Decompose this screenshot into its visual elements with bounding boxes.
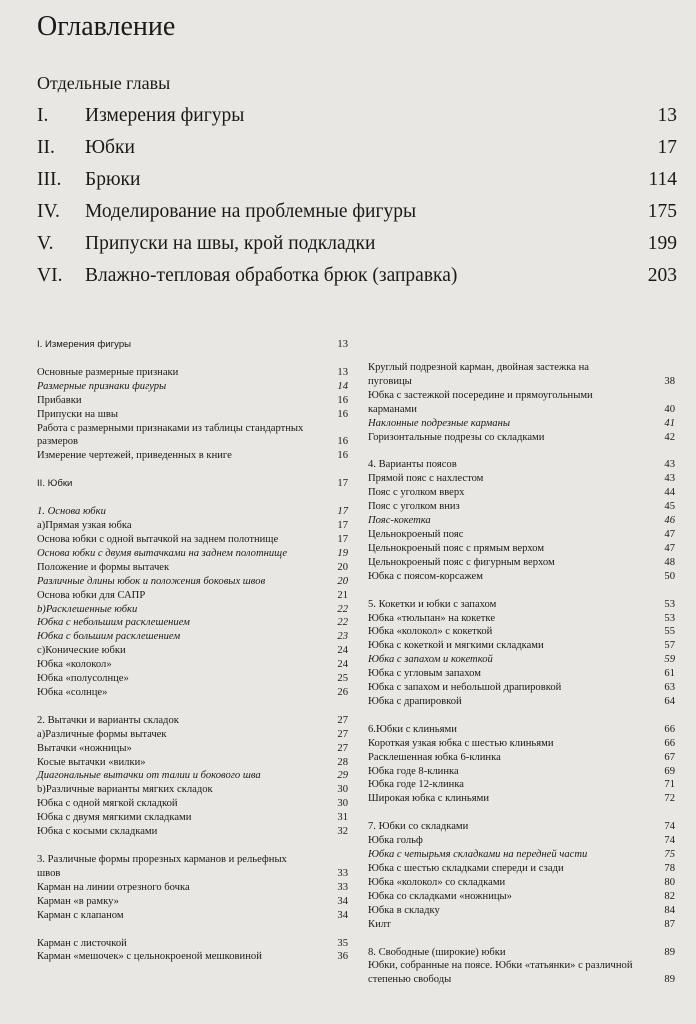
toc-entry-page: 29 (337, 770, 348, 782)
toc-entry-text: 6.Юбки с клиньями (368, 723, 457, 735)
toc-entry[interactable] (37, 686, 348, 700)
toc-entry-text: b)Различные варианты мягких складок (37, 784, 213, 796)
toc-entry-page: 82 (664, 890, 675, 902)
toc-entry-page: 16 (337, 436, 348, 448)
toc-entry-page: 27 (337, 742, 348, 754)
chapter-title: Измерения фигуры (85, 105, 245, 126)
toc-entry-text: а)Различные формы вытачек (37, 728, 167, 740)
toc-entry[interactable] (37, 575, 348, 589)
toc-entry-text: Короткая узкая юбка с шестью клиньями (368, 737, 554, 749)
toc-entry-text: Расклешенная юбка 6-клинка (368, 751, 501, 763)
toc-entry-page: 50 (664, 570, 675, 582)
toc-entry-page: 33 (337, 867, 348, 879)
toc-entry-page: 24 (337, 659, 348, 671)
toc-section-heading[interactable] (37, 477, 348, 491)
toc-entry[interactable] (368, 361, 675, 389)
toc-entry[interactable] (37, 589, 348, 603)
toc-entry[interactable] (37, 756, 348, 770)
toc-entry-text: 1. Основа юбки (37, 506, 106, 518)
toc-entry[interactable] (368, 890, 675, 904)
toc-entry-page: 74 (664, 821, 675, 833)
toc-entry[interactable] (37, 394, 348, 408)
toc-entry[interactable] (368, 556, 675, 570)
toc-entry-page: 22 (337, 617, 348, 629)
toc-entry-text: Юбка с запахом и небольшой драпировкой (368, 682, 562, 694)
toc-entry[interactable] (368, 737, 675, 751)
toc-entry-page: 13 (337, 339, 348, 350)
toc-entry[interactable] (368, 695, 675, 709)
toc-entry[interactable] (368, 458, 675, 472)
toc-entry-text: Юбка «полусолнце» (37, 673, 129, 685)
chapter-number: III. (37, 169, 62, 190)
toc-entry[interactable] (368, 834, 675, 848)
toc-column-right (368, 361, 675, 987)
toc-entry-page: 48 (664, 556, 675, 568)
toc-entry[interactable] (37, 408, 348, 422)
chapter-title: Брюки (85, 169, 141, 190)
toc-entry[interactable] (368, 667, 675, 681)
toc-entry-page: 71 (664, 779, 675, 791)
toc-entry-text: Цельнокроеный пояс (368, 528, 464, 540)
toc-entry-page: 32 (337, 826, 348, 838)
toc-entry-page: 26 (337, 686, 348, 698)
toc-entry-page: 33 (337, 881, 348, 893)
toc-entry[interactable] (368, 389, 675, 417)
toc-entry-text: Юбка годе 12-клинка (368, 779, 465, 791)
toc-entry-page: 53 (664, 598, 675, 610)
section-gap (37, 352, 348, 366)
toc-entry-page: 43 (664, 459, 675, 471)
chapter-page: 199 (647, 233, 677, 254)
toc-entry-text: Юбка в складку (368, 904, 440, 916)
chapter-page: 203 (647, 265, 677, 286)
toc-entry[interactable] (37, 728, 348, 742)
section-gap (37, 923, 348, 937)
toc-entry-text: Юбка «солнце» (37, 686, 108, 698)
toc-entry-text: Вытачки «ножницы» (37, 742, 132, 754)
toc-entry[interactable] (368, 598, 675, 612)
toc-entry[interactable] (368, 848, 675, 862)
toc-entry[interactable] (368, 639, 675, 653)
toc-entry-text: Косые вытачки «вилки» (37, 756, 146, 768)
toc-entry-page: 17 (337, 478, 348, 490)
toc-entry[interactable] (37, 533, 348, 547)
toc-entry-text: Прямой пояс с нахлестом (368, 473, 484, 485)
toc-entry-page: 21 (337, 589, 348, 601)
toc-entry[interactable] (37, 422, 348, 450)
toc-entry[interactable] (368, 765, 675, 779)
toc-entry-page: 43 (664, 473, 675, 485)
chapter-page: 17 (657, 137, 677, 158)
toc-entry-page: 20 (337, 575, 348, 587)
toc-entry-text: Юбка с застежкой посередине и прямоугольными карманами (368, 389, 593, 415)
toc-entry-text: 4. Варианты поясов (368, 459, 457, 471)
toc-entry[interactable] (368, 751, 675, 765)
toc-entry-page: 46 (664, 515, 675, 527)
toc-entry-text: Работа с размерными признаками из таблицы стандартных размеров (37, 422, 304, 448)
toc-entry-text: I. Измерения фигуры (37, 339, 132, 350)
toc-entry-text: Карман на линии отрезного бочка (37, 881, 190, 893)
toc-entry-page: 61 (664, 668, 675, 680)
toc-entry[interactable] (368, 570, 675, 584)
toc-entry[interactable] (368, 946, 675, 960)
toc-entry-page: 89 (664, 974, 675, 986)
toc-entry[interactable] (368, 417, 675, 431)
toc-entry-text: Горизонтальные подрезы со складками (368, 431, 545, 443)
chapter-row[interactable] (37, 135, 677, 167)
toc-entry-text: Размерные признаки фигуры (37, 380, 167, 392)
toc-entry-page: 57 (664, 640, 675, 652)
toc-entry-page: 16 (337, 450, 348, 462)
toc-entry-text: Юбка годе 8-клинка (368, 765, 459, 777)
toc-entry[interactable] (368, 514, 675, 528)
toc-entry-text: Припуски на швы (37, 408, 119, 420)
toc-entry-page: 20 (337, 561, 348, 573)
toc-entry-text: Основные размерные признаки (37, 366, 179, 378)
toc-entry[interactable] (37, 519, 348, 533)
toc-entry-page: 42 (664, 431, 675, 443)
toc-entry[interactable] (368, 486, 675, 500)
section-gap (368, 584, 675, 598)
toc-entry-page: 24 (337, 645, 348, 657)
toc-entry-page: 87 (664, 918, 675, 930)
toc-entry-text: Юбка с косыми складками (37, 826, 158, 838)
toc-entry-page: 16 (337, 408, 348, 420)
toc-entry[interactable] (37, 742, 348, 756)
section-gap (368, 709, 675, 723)
toc-entry-text: Юбка с кокеткой и мягкими складками (368, 640, 544, 652)
toc-entry-text: Пояс с уголком вверх (368, 487, 465, 499)
toc-entry-text: 7. Юбки со складками (368, 821, 469, 833)
toc-entry-text: Юбка со складками «ножницы» (368, 890, 512, 902)
toc-entry-page: 38 (664, 375, 675, 387)
toc-entry[interactable] (37, 853, 348, 881)
toc-entry-text: Измерение чертежей, приведенных в книге (37, 450, 232, 462)
toc-entry-page: 55 (664, 626, 675, 638)
toc-entry-page: 45 (664, 501, 675, 513)
toc-entry[interactable] (37, 783, 348, 797)
toc-entry-page: 80 (664, 876, 675, 888)
toc-entry[interactable] (37, 937, 348, 951)
toc-entry-text: с)Конические юбки (37, 645, 126, 657)
toc-entry-text: Наклонные подрезные карманы (368, 417, 511, 429)
toc-entry-page: 35 (337, 937, 348, 949)
chapter-row[interactable] (37, 199, 677, 231)
toc-entry[interactable] (37, 909, 348, 923)
toc-entry[interactable] (37, 380, 348, 394)
section-gap (37, 491, 348, 505)
toc-entry[interactable] (37, 644, 348, 658)
toc-entry-page: 28 (337, 756, 348, 768)
chapter-page: 13 (657, 105, 677, 126)
toc-entry[interactable] (368, 612, 675, 626)
toc-entry[interactable] (37, 811, 348, 825)
section-gap (368, 932, 675, 946)
toc-column-left (37, 338, 348, 964)
toc-entry-page: 14 (337, 380, 348, 392)
section-gap (368, 806, 675, 820)
toc-entry[interactable] (37, 797, 348, 811)
toc-entry-text: Юбка с драпировкой (368, 695, 462, 707)
toc-entry-text: Пояс-кокетка (368, 515, 431, 527)
toc-entry-page: 34 (337, 895, 348, 907)
toc-entry-text: Юбка с двумя мягкими складками (37, 812, 192, 824)
toc-entry-text: Килт (368, 918, 391, 930)
toc-entry-text: Цельнокроеный пояс с прямым верхом (368, 542, 545, 554)
toc-entry-text: Юбка с небольшим расклешением (37, 617, 190, 629)
toc-entry-page: 75 (664, 849, 675, 861)
chapter-title: Моделирование на проблемные фигуры (85, 201, 417, 222)
toc-entry-text: Цельнокроеный пояс с фигурным верхом (368, 556, 555, 568)
toc-entry-text: Юбка с шестью складками спереди и сзади (368, 863, 564, 874)
toc-entry[interactable] (368, 778, 675, 792)
chapter-page: 114 (648, 169, 677, 190)
chapter-row[interactable] (37, 167, 677, 199)
toc-entry-page: 53 (664, 612, 675, 624)
toc-entry-text: Карман «в рамку» (37, 895, 119, 907)
chapter-title: Юбки (85, 137, 135, 158)
toc-entry-text: Юбки, собранные на поясе. Юбки «татьянки» с различной степенью свободы (368, 960, 633, 986)
toc-entry-text: Диагональные вытачки от талии и бокового шва (37, 770, 261, 782)
toc-entry-page: 19 (337, 547, 348, 559)
toc-entry-page: 69 (664, 765, 675, 777)
toc-entry[interactable] (368, 862, 675, 876)
toc-entry-text: Положение и формы вытачек (37, 561, 170, 573)
toc-entry[interactable] (368, 918, 675, 932)
toc-entry[interactable] (368, 820, 675, 834)
toc-entry-page: 34 (337, 909, 348, 921)
toc-entry[interactable] (37, 603, 348, 617)
toc-entry[interactable] (37, 672, 348, 686)
toc-entry-text: Юбка с поясом-корсажем (368, 570, 483, 582)
toc-entry[interactable] (37, 881, 348, 895)
toc-entry-page: 47 (664, 542, 675, 554)
chapter-title: Влажно-тепловая обработка брюк (заправка) (85, 265, 458, 286)
toc-entry-text: Карман «мешочек» с цельнокроеной мешковиной (37, 951, 262, 963)
toc-section-heading[interactable] (37, 338, 348, 352)
toc-entry-text: Карман с листочкой (37, 937, 127, 949)
toc-entry-page: 40 (664, 403, 675, 415)
toc-entry-text: Карман с клапаном (37, 909, 124, 921)
toc-entry-text: Основа юбки для САПР (37, 589, 146, 601)
toc-entry-text: Юбка с запахом и кокеткой (368, 654, 493, 666)
toc-entry-text: b)Расклешенные юбки (37, 603, 138, 615)
toc-entry-text: Юбка с одной мягкой складкой (37, 798, 178, 810)
toc-entry[interactable] (368, 500, 675, 514)
toc-entry[interactable] (368, 625, 675, 639)
toc-entry[interactable] (37, 366, 348, 380)
chapter-title: Припуски на швы, крой подкладки (85, 233, 376, 254)
toc-entry-page: 64 (664, 695, 675, 707)
toc-entry[interactable] (368, 472, 675, 486)
chapter-number: V. (37, 233, 54, 254)
chapter-page: 175 (647, 201, 677, 222)
toc-entry[interactable] (37, 714, 348, 728)
toc-entry-text: Основа юбки с двумя вытачками на заднем полотнище (37, 547, 288, 559)
toc-entry-text: Юбка гольф (368, 835, 423, 847)
toc-entry-page: 84 (664, 904, 675, 916)
toc-entry-page: 22 (337, 603, 348, 615)
chapter-row[interactable] (37, 263, 677, 295)
toc-entry[interactable] (368, 528, 675, 542)
toc-entry-text: Основа юбки с одной вытачкой на заднем полотнище (37, 533, 279, 545)
toc-entry[interactable] (368, 723, 675, 737)
toc-entry-text: II. Юбки (37, 478, 73, 490)
toc-entry[interactable] (37, 895, 348, 909)
toc-entry-text: Прибавки (37, 394, 82, 406)
toc-entry-page: 23 (337, 631, 348, 643)
toc-entry[interactable] (37, 950, 348, 964)
toc-entry[interactable] (368, 904, 675, 918)
toc-entry-page: 63 (664, 682, 675, 694)
toc-entry[interactable] (368, 431, 675, 445)
chapter-row[interactable] (37, 103, 677, 135)
toc-entry-page: 17 (337, 520, 348, 532)
toc-entry-page: 36 (337, 951, 348, 963)
toc-entry-text: Круглый подрезной карман, двойная застежка на пуговицы (368, 362, 589, 387)
toc-entry-page: 66 (664, 723, 675, 735)
toc-entry[interactable] (37, 630, 348, 644)
toc-entry-text: Юбка с угловым запахом (368, 668, 481, 680)
toc-entry-page: 72 (664, 793, 675, 805)
section-gap (368, 444, 675, 458)
toc-entry[interactable] (368, 653, 675, 667)
toc-entry-page: 30 (337, 798, 348, 810)
section-gap (37, 463, 348, 477)
toc-entry-text: 3. Различные формы прорезных карманов и рельефных швов (37, 854, 287, 879)
toc-entry-page: 25 (337, 673, 348, 685)
toc-entry[interactable] (37, 561, 348, 575)
toc-entry[interactable] (37, 769, 348, 783)
toc-entry-page: 66 (664, 737, 675, 749)
toc-entry-page: 17 (337, 533, 348, 545)
toc-entry-text: 2. Вытачки и варианты складок (37, 714, 179, 726)
toc-entry-text: Юбка «тюльпан» на кокетке (368, 612, 496, 624)
toc-entry[interactable] (368, 959, 675, 987)
toc-entry-page: 59 (664, 654, 675, 666)
toc-entry-text: Юбка «колокол» (37, 659, 112, 671)
toc-entry-page: 44 (664, 487, 675, 499)
toc-entry-page: 27 (337, 714, 348, 726)
toc-entry[interactable] (37, 658, 348, 672)
section-subtitle: Отдельные главы (37, 73, 171, 93)
toc-entry[interactable] (368, 876, 675, 890)
toc-entry-page: 74 (664, 835, 675, 847)
toc-entry[interactable] (37, 616, 348, 630)
toc-entry-text: Юбка «колокол» со складками (368, 876, 506, 888)
toc-entry-page: 31 (337, 812, 348, 824)
section-gap (37, 700, 348, 714)
toc-entry-text: Пояс с уголком вниз (368, 501, 460, 513)
toc-entry-page: 67 (664, 751, 675, 763)
toc-entry-page: 17 (337, 506, 348, 518)
toc-entry-text: а)Прямая узкая юбка (37, 520, 132, 532)
toc-entry-text: 8. Свободные (широкие) юбки (368, 946, 506, 958)
toc-entry[interactable] (37, 547, 348, 561)
toc-entry-text: 5. Кокетки и юбки с запахом (368, 598, 497, 610)
toc-entry-text: Широкая юбка с клиньями (368, 793, 490, 805)
toc-entry[interactable] (368, 542, 675, 556)
toc-entry-text: Юбка «колокол» с кокеткой (368, 626, 493, 638)
toc-entry-page: 27 (337, 728, 348, 740)
toc-entry-text: Различные длины юбок и положения боковых швов (37, 575, 266, 587)
toc-entry-page: 89 (664, 946, 675, 958)
page-title: Оглавление (37, 11, 176, 42)
toc-entry[interactable] (37, 449, 348, 463)
toc-entry[interactable] (368, 792, 675, 806)
toc-entry[interactable] (368, 681, 675, 695)
toc-entry-page: 41 (664, 417, 675, 429)
toc-entry-page: 30 (337, 784, 348, 796)
toc-entry-text: Юбка с большим расклешением (37, 631, 181, 643)
toc-entry-page: 47 (664, 528, 675, 540)
chapter-row[interactable] (37, 231, 677, 263)
chapter-number: II. (37, 137, 55, 158)
toc-entry[interactable] (37, 505, 348, 519)
toc-entry[interactable] (37, 825, 348, 839)
chapter-number: I. (37, 105, 49, 126)
section-gap (37, 839, 348, 853)
toc-entry-page: 78 (664, 863, 675, 874)
chapter-number: IV. (37, 201, 60, 222)
chapter-list (37, 103, 677, 295)
toc-entry-page: 13 (337, 366, 348, 378)
chapter-number: VI. (37, 265, 63, 286)
toc-entry-page: 16 (337, 394, 348, 406)
toc-entry-text: Юбка с четырьмя складками на передней части (368, 849, 588, 861)
